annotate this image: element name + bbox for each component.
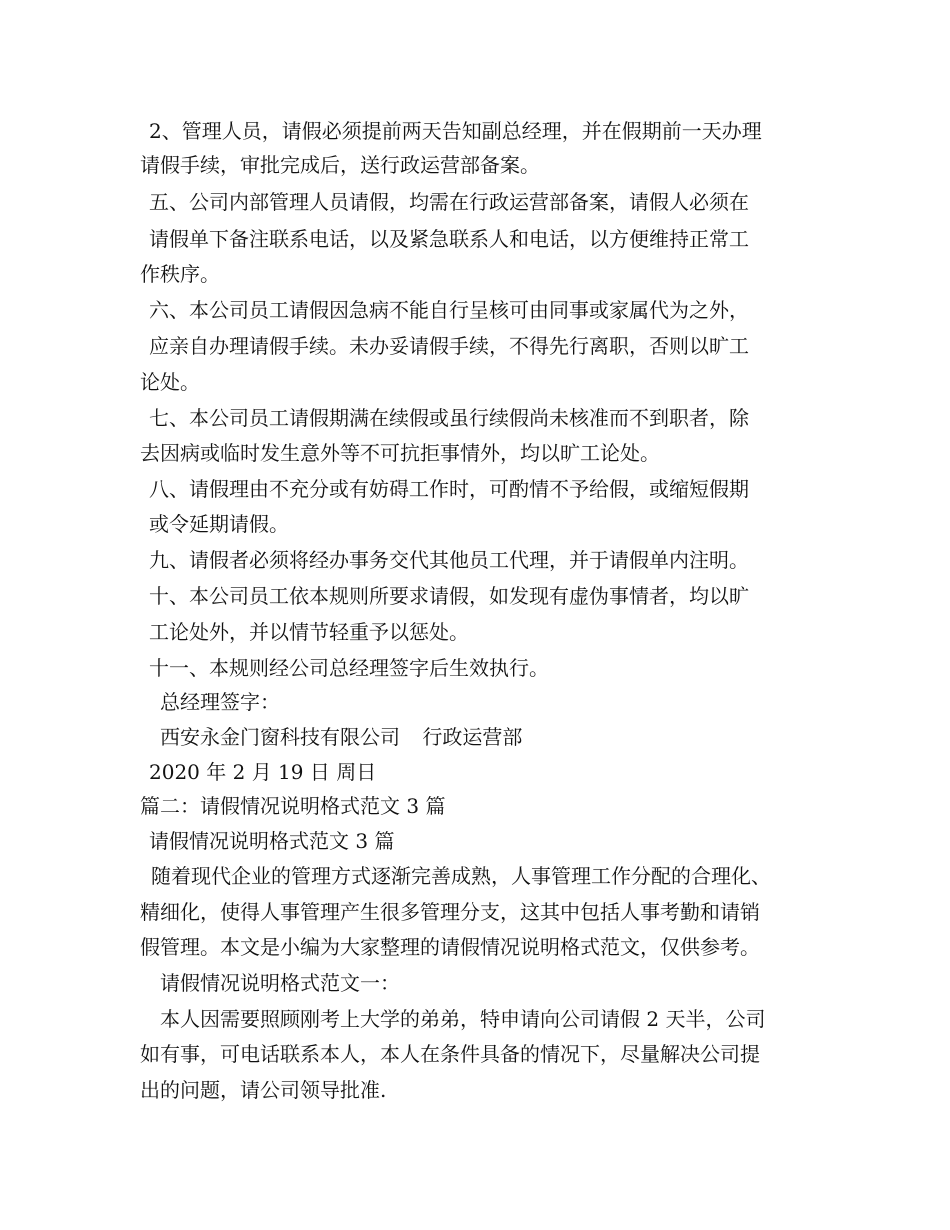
text-line: 西安永金门窗科技有限公司 行政运营部: [160, 725, 523, 749]
text-line: 随着现代企业的管理方式逐渐完善成熟，人事管理工作分配的合理化、: [151, 864, 771, 888]
text-line: 五、公司内部管理人员请假，均需在行政运营部备案，请假人必须在: [149, 190, 749, 214]
text-line: 八、请假理由不充分或有妨碍工作时，可酌情不予给假，或缩短假期: [149, 477, 749, 501]
text-line: 十一、本规则经公司总经理签字后生效执行。: [149, 656, 549, 680]
text-line: 工论处外，并以情节轻重予以惩处。: [149, 620, 469, 644]
text-line: 篇二：请假情况说明格式范文 3 篇: [140, 794, 446, 818]
text-line: 2020 年 2 月 19 日 周日: [149, 760, 377, 784]
text-line: 六、本公司员工请假因急病不能自行呈核可由同事或家属代为之外，: [149, 298, 749, 322]
text-line: 假管理。本文是小编为大家整理的请假情况说明格式范文，仅供参考。: [140, 935, 760, 959]
text-line: 论处。: [140, 370, 200, 394]
text-line: 七、本公司员工请假期满在续假或虽行续假尚未核准而不到职者，除: [149, 406, 749, 430]
text-line: 请假手续，审批完成后，送行政运营部备案。: [140, 153, 540, 177]
text-line: 请假情况说明格式范文 3 篇: [149, 829, 395, 853]
text-line: 作秩序。: [140, 262, 220, 286]
text-line: 精细化，使得人事管理产生很多管理分支，这其中包括人事考勤和请销: [140, 900, 760, 924]
text-line: 请假单下备注联系电话，以及紧急联系人和电话，以方便维持正常工: [149, 227, 749, 251]
text-line: 九、请假者必须将经办事务交代其他员工代理，并于请假单内注明。: [149, 548, 749, 572]
text-line: 去因病或临时发生意外等不可抗拒事情外，均以旷工论处。: [140, 441, 660, 465]
text-line: 本人因需要照顾刚考上大学的弟弟，特申请向公司请假 2 天半，公司: [160, 1007, 766, 1031]
text-line: 如有事，可电话联系本人，本人在条件具备的情况下，尽量解决公司提: [140, 1042, 760, 1066]
text-line: 2、管理人员，请假必须提前两天告知副总经理，并在假期前一天办理: [149, 119, 762, 143]
text-line: 十、本公司员工依本规则所要求请假，如发现有虚伪事情者，均以旷: [149, 584, 749, 608]
text-line: 或令延期请假。: [149, 512, 289, 536]
text-line: 应亲自办理请假手续。未办妥请假手续，不得先行离职，否则以旷工: [149, 334, 749, 358]
text-line: 请假情况说明格式范文一：: [160, 971, 400, 995]
text-line: 出的问题，请公司领导批准.: [140, 1078, 387, 1102]
text-line: 总经理签字：: [160, 690, 280, 714]
